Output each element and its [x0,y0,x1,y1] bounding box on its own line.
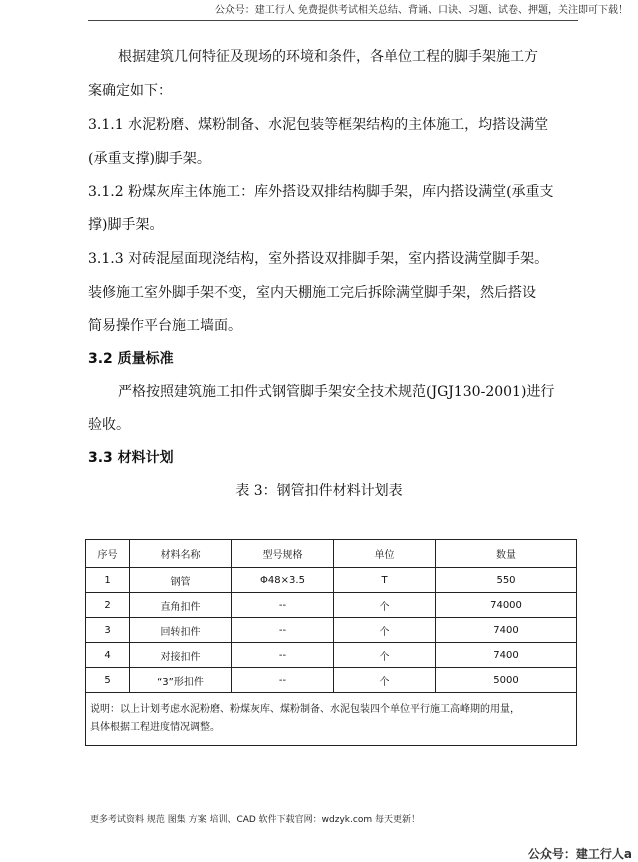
table-row [86,568,577,593]
cell-unit: T [334,568,436,593]
header-quantity: 数量 [436,540,577,568]
cell-quantity: 74000 [436,593,577,618]
header-unit: 单位 [334,540,436,568]
cell-unit: 个 [334,643,436,668]
item-313-line-2: 装修施工室外脚手架不变，室内天棚施工完后拆除满堂脚手架，然后搭设 [88,285,536,301]
cell-quantity: 5000 [436,668,577,693]
item-311-line-2: (承重支撑)脚手架。 [88,151,211,167]
cell-index: 1 [86,568,130,593]
table-header-row [86,540,577,568]
section-32-line-2: 验收。 [88,417,130,433]
cell-spec: Φ48×3.5 [232,568,334,593]
cell-spec: -- [232,668,334,693]
table-caption: 表 3：钢管扣件材料计划表 [235,483,403,499]
table-row [86,618,577,643]
cell-index: 4 [86,643,130,668]
table-note-line-2: 具体根据工程进度情况调整。 [90,722,220,733]
cell-material-name: 直角扣件 [130,593,232,618]
cell-index: 5 [86,668,130,693]
item-313-line-3: 简易操作平台施工墙面。 [88,318,242,334]
section-32-heading: 3.2 质量标准 [88,351,174,367]
cell-quantity: 7400 [436,618,577,643]
cell-unit: 个 [334,593,436,618]
table-note-line-1: 说明：以上计划考虑水泥粉磨、粉煤灰库、煤粉制备、水泥包装四个单位平行施工高峰期的用量， [90,704,520,715]
item-312-line-2: 撑)脚手架。 [88,217,164,233]
item-313-line-1: 3.1.3 对砖混屋面现浇结构，室外搭设双排脚手架，室内搭设满堂脚手架。 [88,251,549,267]
cell-index: 2 [86,593,130,618]
cell-material-name: “3”形扣件 [130,668,232,693]
header-spec: 型号规格 [232,540,334,568]
cell-unit: 个 [334,668,436,693]
cell-index: 3 [86,618,130,643]
watermark-text: 公众号：建工行人a [527,847,632,861]
section-32-line-1: 严格按照建筑施工扣件式钢管脚手架安全技术规范(JGJ130-2001)进行 [118,384,555,400]
header-material-name: 材料名称 [130,540,232,568]
footer-note: 更多考试资料 规范 图集 方案 培训、CAD 软件下载官网：wdzyk.com 每天更新！ [90,815,420,825]
table-row [86,668,577,693]
header-divider [88,20,578,21]
cell-material-name: 钢管 [130,568,232,593]
item-312-line-1: 3.1.2 粉煤灰库主体施工：库外搭设双排结构脚手架，库内搭设满堂(承重支 [88,184,554,200]
cell-spec: -- [232,593,334,618]
cell-spec: -- [232,618,334,643]
section-33-heading: 3.3 材料计划 [88,450,174,466]
table-row [86,593,577,618]
materials-table [85,539,577,746]
table-note-row [86,693,577,746]
cell-spec: -- [232,643,334,668]
intro-paragraph-line-1: 根据建筑几何特征及现场的环境和条件，各单位工程的脚手架施工方 [118,49,538,65]
cell-material-name: 回转扣件 [130,618,232,643]
cell-unit: 个 [334,618,436,643]
table-note [86,693,577,746]
cell-quantity: 550 [436,568,577,593]
header-note: 公众号：建工行人 免费提供考试相关总结、背诵、口诀、习题、试卷、押题，关注即可下载！ [214,5,628,16]
item-311-line-1: 3.1.1 水泥粉磨、煤粉制备、水泥包装等框架结构的主体施工，均搭设满堂 [88,117,549,133]
header-index: 序号 [86,540,130,568]
table-row [86,643,577,668]
intro-paragraph-line-2: 案确定如下： [88,83,172,99]
cell-quantity: 7400 [436,643,577,668]
cell-material-name: 对接扣件 [130,643,232,668]
